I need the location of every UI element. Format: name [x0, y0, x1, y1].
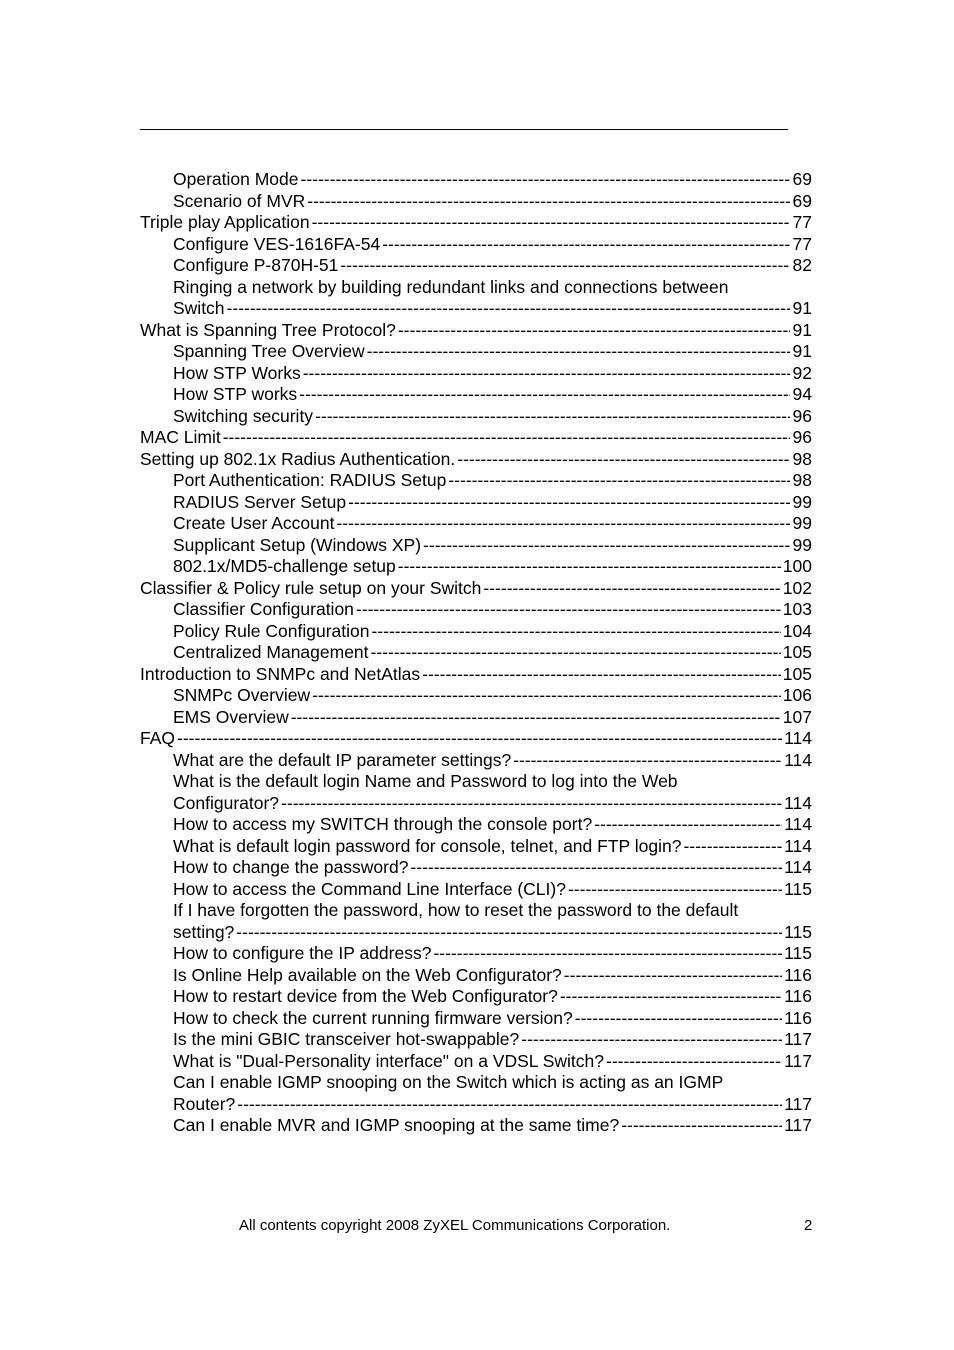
toc-entry-page-number: 82 — [792, 255, 812, 275]
toc-entry-page-number: 99 — [792, 513, 812, 533]
toc-entry[interactable] — [140, 900, 812, 943]
toc-dot-leader — [236, 922, 782, 944]
toc-entry-title: Create User Account — [173, 513, 335, 533]
toc-entry-page-number: 116 — [784, 964, 812, 985]
toc-entry-page-number: 77 — [792, 212, 812, 232]
toc-entry-title-line: What is the default login Name and Password to log into the Web — [173, 771, 678, 791]
toc-entry-page-number: 114 — [784, 814, 812, 834]
toc-entry[interactable] — [140, 169, 812, 191]
toc-entry-title: RADIUS Server Setup — [173, 491, 347, 512]
toc-dot-leader — [291, 707, 781, 729]
toc-entry-title: Configure P-870H-51 — [173, 255, 339, 275]
toc-entry[interactable] — [140, 535, 812, 557]
toc-entry-page-number: 98 — [792, 448, 812, 469]
toc-entry-page-number: 115 — [784, 878, 812, 899]
toc-entry-title: setting? — [173, 921, 235, 942]
toc-entry-title: Port Authentication: RADIUS Setup — [173, 470, 447, 490]
toc-entry-page-number: 106 — [782, 685, 812, 705]
toc-entry-title: FAQ — [140, 728, 176, 748]
toc-dot-leader — [513, 750, 782, 772]
toc-dot-leader — [422, 664, 781, 686]
toc-dot-leader — [372, 621, 781, 643]
toc-entry-title-line: Ringing a network by building redundant links and connections between — [173, 276, 729, 297]
toc-entry-title: Supplicant Setup (Windows XP) — [173, 534, 422, 555]
toc-entry-page-number: 117 — [784, 1029, 812, 1049]
toc-entry-title-line: Can I enable IGMP snooping on the Switch which is acting as an IGMP — [173, 1072, 724, 1092]
toc-entry-title: How to access the Command Line Interface (CLI)? — [173, 878, 566, 899]
toc-entry-page-number: 115 — [784, 943, 812, 963]
toc-entry[interactable] — [140, 1051, 812, 1073]
toc-entry[interactable] — [140, 599, 812, 621]
toc-entry-title: How STP Works — [173, 362, 301, 383]
toc-dot-leader — [340, 255, 790, 277]
toc-entry-page-number: 104 — [782, 620, 812, 641]
toc-dot-leader — [336, 513, 790, 535]
toc-entry[interactable] — [140, 1008, 812, 1030]
toc-entry-page-number: 117 — [784, 1093, 812, 1114]
toc-entry-page-number: 91 — [792, 298, 812, 318]
toc-entry[interactable] — [140, 1072, 812, 1115]
toc-entry-page-number: 117 — [784, 1050, 812, 1071]
toc-entry-title: Policy Rule Configuration — [173, 620, 370, 641]
toc-entry[interactable] — [140, 406, 812, 428]
toc-entry-title: Classifier & Policy rule setup on your Switch — [140, 577, 482, 598]
toc-entry-page-number: 116 — [784, 1007, 812, 1028]
toc-dot-leader — [281, 793, 782, 815]
toc-entry-title: Switching security — [173, 405, 314, 426]
toc-entry-title: How to check the current running firmware version? — [173, 1007, 573, 1028]
toc-entry[interactable] — [140, 277, 812, 320]
toc-entry-title: How to change the password? — [173, 857, 409, 877]
toc-entry-title: Scenario of MVR — [173, 190, 306, 211]
toc-entry[interactable] — [140, 513, 812, 535]
toc-entry[interactable] — [140, 427, 812, 449]
toc-entry-page-number: 77 — [792, 233, 812, 254]
toc-dot-leader — [560, 986, 782, 1008]
toc-dot-leader — [448, 470, 790, 492]
toc-entry-title: EMS Overview — [173, 706, 289, 727]
toc-dot-leader — [410, 857, 782, 879]
toc-dot-leader — [575, 1008, 782, 1030]
toc-entry-title: What is default login password for console, telnet, and FTP login? — [173, 835, 682, 856]
toc-entry-title: Triple play Application — [140, 212, 310, 232]
toc-entry-page-number: 96 — [792, 405, 812, 426]
toc-dot-leader — [457, 449, 790, 471]
toc-dot-leader — [223, 427, 790, 449]
toc-entry-page-number: 105 — [782, 642, 812, 662]
toc-dot-leader — [177, 728, 782, 750]
toc-dot-leader — [568, 879, 782, 901]
toc-entry[interactable] — [140, 965, 812, 987]
toc-entry-page-number: 99 — [792, 491, 812, 512]
toc-entry[interactable] — [140, 814, 812, 836]
toc-entry-page-number: 69 — [792, 169, 812, 189]
toc-dot-leader — [315, 406, 790, 428]
toc-entry-title: Switch — [173, 298, 225, 318]
toc-entry-title: Introduction to SNMPc and NetAtlas — [140, 663, 421, 684]
toc-entry-page-number: 98 — [792, 470, 812, 490]
toc-entry[interactable] — [140, 986, 812, 1008]
toc-entry-title: MAC Limit — [140, 427, 221, 447]
table-of-contents — [140, 169, 812, 1137]
toc-dot-leader — [227, 298, 790, 320]
toc-entry[interactable] — [140, 234, 812, 256]
toc-entry[interactable] — [140, 255, 812, 277]
toc-entry[interactable] — [140, 1115, 812, 1137]
toc-entry[interactable] — [140, 642, 812, 664]
toc-entry-title: SNMPc Overview — [173, 685, 311, 705]
toc-entry-page-number: 117 — [784, 1115, 812, 1135]
toc-entry-page-number: 114 — [784, 857, 812, 877]
toc-entry[interactable] — [140, 685, 812, 707]
toc-entry[interactable] — [140, 707, 812, 729]
toc-entry[interactable] — [140, 341, 812, 363]
toc-entry[interactable] — [140, 1029, 812, 1051]
toc-entry-page-number: 96 — [792, 427, 812, 447]
toc-entry-page-number: 107 — [782, 706, 812, 727]
toc-entry-title: Setting up 802.1x Radius Authentication. — [140, 448, 456, 469]
toc-dot-leader — [301, 169, 791, 191]
toc-entry[interactable] — [140, 771, 812, 814]
toc-entry[interactable] — [140, 363, 812, 385]
toc-entry[interactable] — [140, 664, 812, 686]
toc-dot-leader — [483, 578, 780, 600]
toc-entry-title: How STP works — [173, 384, 298, 404]
toc-entry-title: Router? — [173, 1093, 236, 1114]
toc-entry-title: Centralized Management — [173, 642, 369, 662]
toc-entry-page-number: 102 — [782, 577, 812, 598]
toc-dot-leader — [564, 965, 782, 987]
toc-entry-title: How to configure the IP address? — [173, 943, 432, 963]
toc-dot-leader — [521, 1029, 782, 1051]
toc-entry-title: 802.1x/MD5-challenge setup — [173, 556, 396, 576]
toc-dot-leader — [348, 492, 790, 514]
toc-dot-leader — [312, 685, 781, 707]
toc-entry[interactable] — [140, 943, 812, 965]
toc-entry-page-number: 115 — [784, 921, 812, 942]
toc-entry-page-number: 114 — [784, 728, 812, 748]
toc-dot-leader — [683, 836, 782, 858]
toc-entry[interactable] — [140, 384, 812, 406]
toc-dot-leader — [367, 341, 790, 363]
toc-entry-page-number: 103 — [782, 599, 812, 619]
toc-entry-title-line: If I have forgotten the password, how to reset the password to the default — [173, 900, 739, 920]
toc-entry-page-number: 116 — [784, 986, 812, 1006]
footer-copyright: All contents copyright 2008 ZyXEL Communications Corporation. — [239, 1217, 671, 1234]
toc-dot-leader — [237, 1094, 782, 1116]
toc-entry-title: Is Online Help available on the Web Configurator? — [173, 964, 562, 985]
toc-entry-title: Configure VES-1616FA-54 — [173, 233, 381, 254]
toc-entry-page-number: 114 — [784, 835, 812, 856]
toc-entry[interactable] — [140, 879, 812, 901]
toc-dot-leader — [594, 814, 782, 836]
toc-entry-page-number: 114 — [784, 792, 812, 813]
toc-entry-page-number: 69 — [792, 190, 812, 211]
toc-entry-page-number: 99 — [792, 534, 812, 555]
toc-entry[interactable] — [140, 728, 812, 750]
toc-entry[interactable] — [140, 470, 812, 492]
toc-entry-title: What are the default IP parameter settings? — [173, 749, 512, 770]
toc-entry[interactable] — [140, 320, 812, 342]
toc-entry-page-number: 92 — [792, 362, 812, 383]
toc-entry[interactable] — [140, 578, 812, 600]
toc-entry[interactable] — [140, 836, 812, 858]
toc-entry[interactable] — [140, 556, 812, 578]
toc-dot-leader — [606, 1051, 782, 1073]
toc-entry-page-number: 105 — [782, 663, 812, 684]
toc-entry-title: How to restart device from the Web Configurator? — [173, 986, 558, 1006]
toc-entry-page-number: 94 — [792, 384, 812, 404]
toc-dot-leader — [371, 642, 781, 664]
header-rule — [140, 129, 788, 130]
toc-entry-page-number: 114 — [784, 749, 812, 770]
toc-entry[interactable] — [140, 191, 812, 213]
toc-entry-page-number: 91 — [792, 341, 812, 361]
toc-dot-leader — [312, 212, 790, 234]
toc-dot-leader — [356, 599, 781, 621]
toc-entry-title: How to access my SWITCH through the console port? — [173, 814, 593, 834]
toc-dot-leader — [299, 384, 790, 406]
toc-entry-title: What is "Dual-Personality interface" on a VDSL Switch? — [173, 1050, 604, 1071]
toc-entry-title: Spanning Tree Overview — [173, 341, 365, 361]
toc-dot-leader — [433, 943, 782, 965]
toc-entry-title: Classifier Configuration — [173, 599, 354, 619]
toc-dot-leader — [423, 535, 790, 557]
toc-dot-leader — [382, 234, 790, 256]
toc-entry-title: Configurator? — [173, 792, 280, 813]
toc-entry[interactable] — [140, 750, 812, 772]
toc-entry-title: Is the mini GBIC transceiver hot-swappable? — [173, 1029, 520, 1049]
toc-entry[interactable] — [140, 212, 812, 234]
toc-dot-leader — [398, 556, 781, 578]
toc-entry[interactable] — [140, 492, 812, 514]
footer-page-number: 2 — [804, 1217, 813, 1234]
toc-entry-page-number: 91 — [792, 319, 812, 340]
toc-dot-leader — [621, 1115, 782, 1137]
toc-dot-leader — [307, 191, 790, 213]
toc-entry-title: Operation Mode — [173, 169, 299, 189]
toc-dot-leader — [303, 363, 790, 385]
toc-entry[interactable] — [140, 857, 812, 879]
toc-entry[interactable] — [140, 449, 812, 471]
toc-entry-title: Can I enable MVR and IGMP snooping at the same time? — [173, 1115, 620, 1135]
toc-entry[interactable] — [140, 621, 812, 643]
toc-dot-leader — [398, 320, 790, 342]
toc-entry-title: What is Spanning Tree Protocol? — [140, 319, 396, 340]
toc-entry-page-number: 100 — [782, 556, 812, 576]
